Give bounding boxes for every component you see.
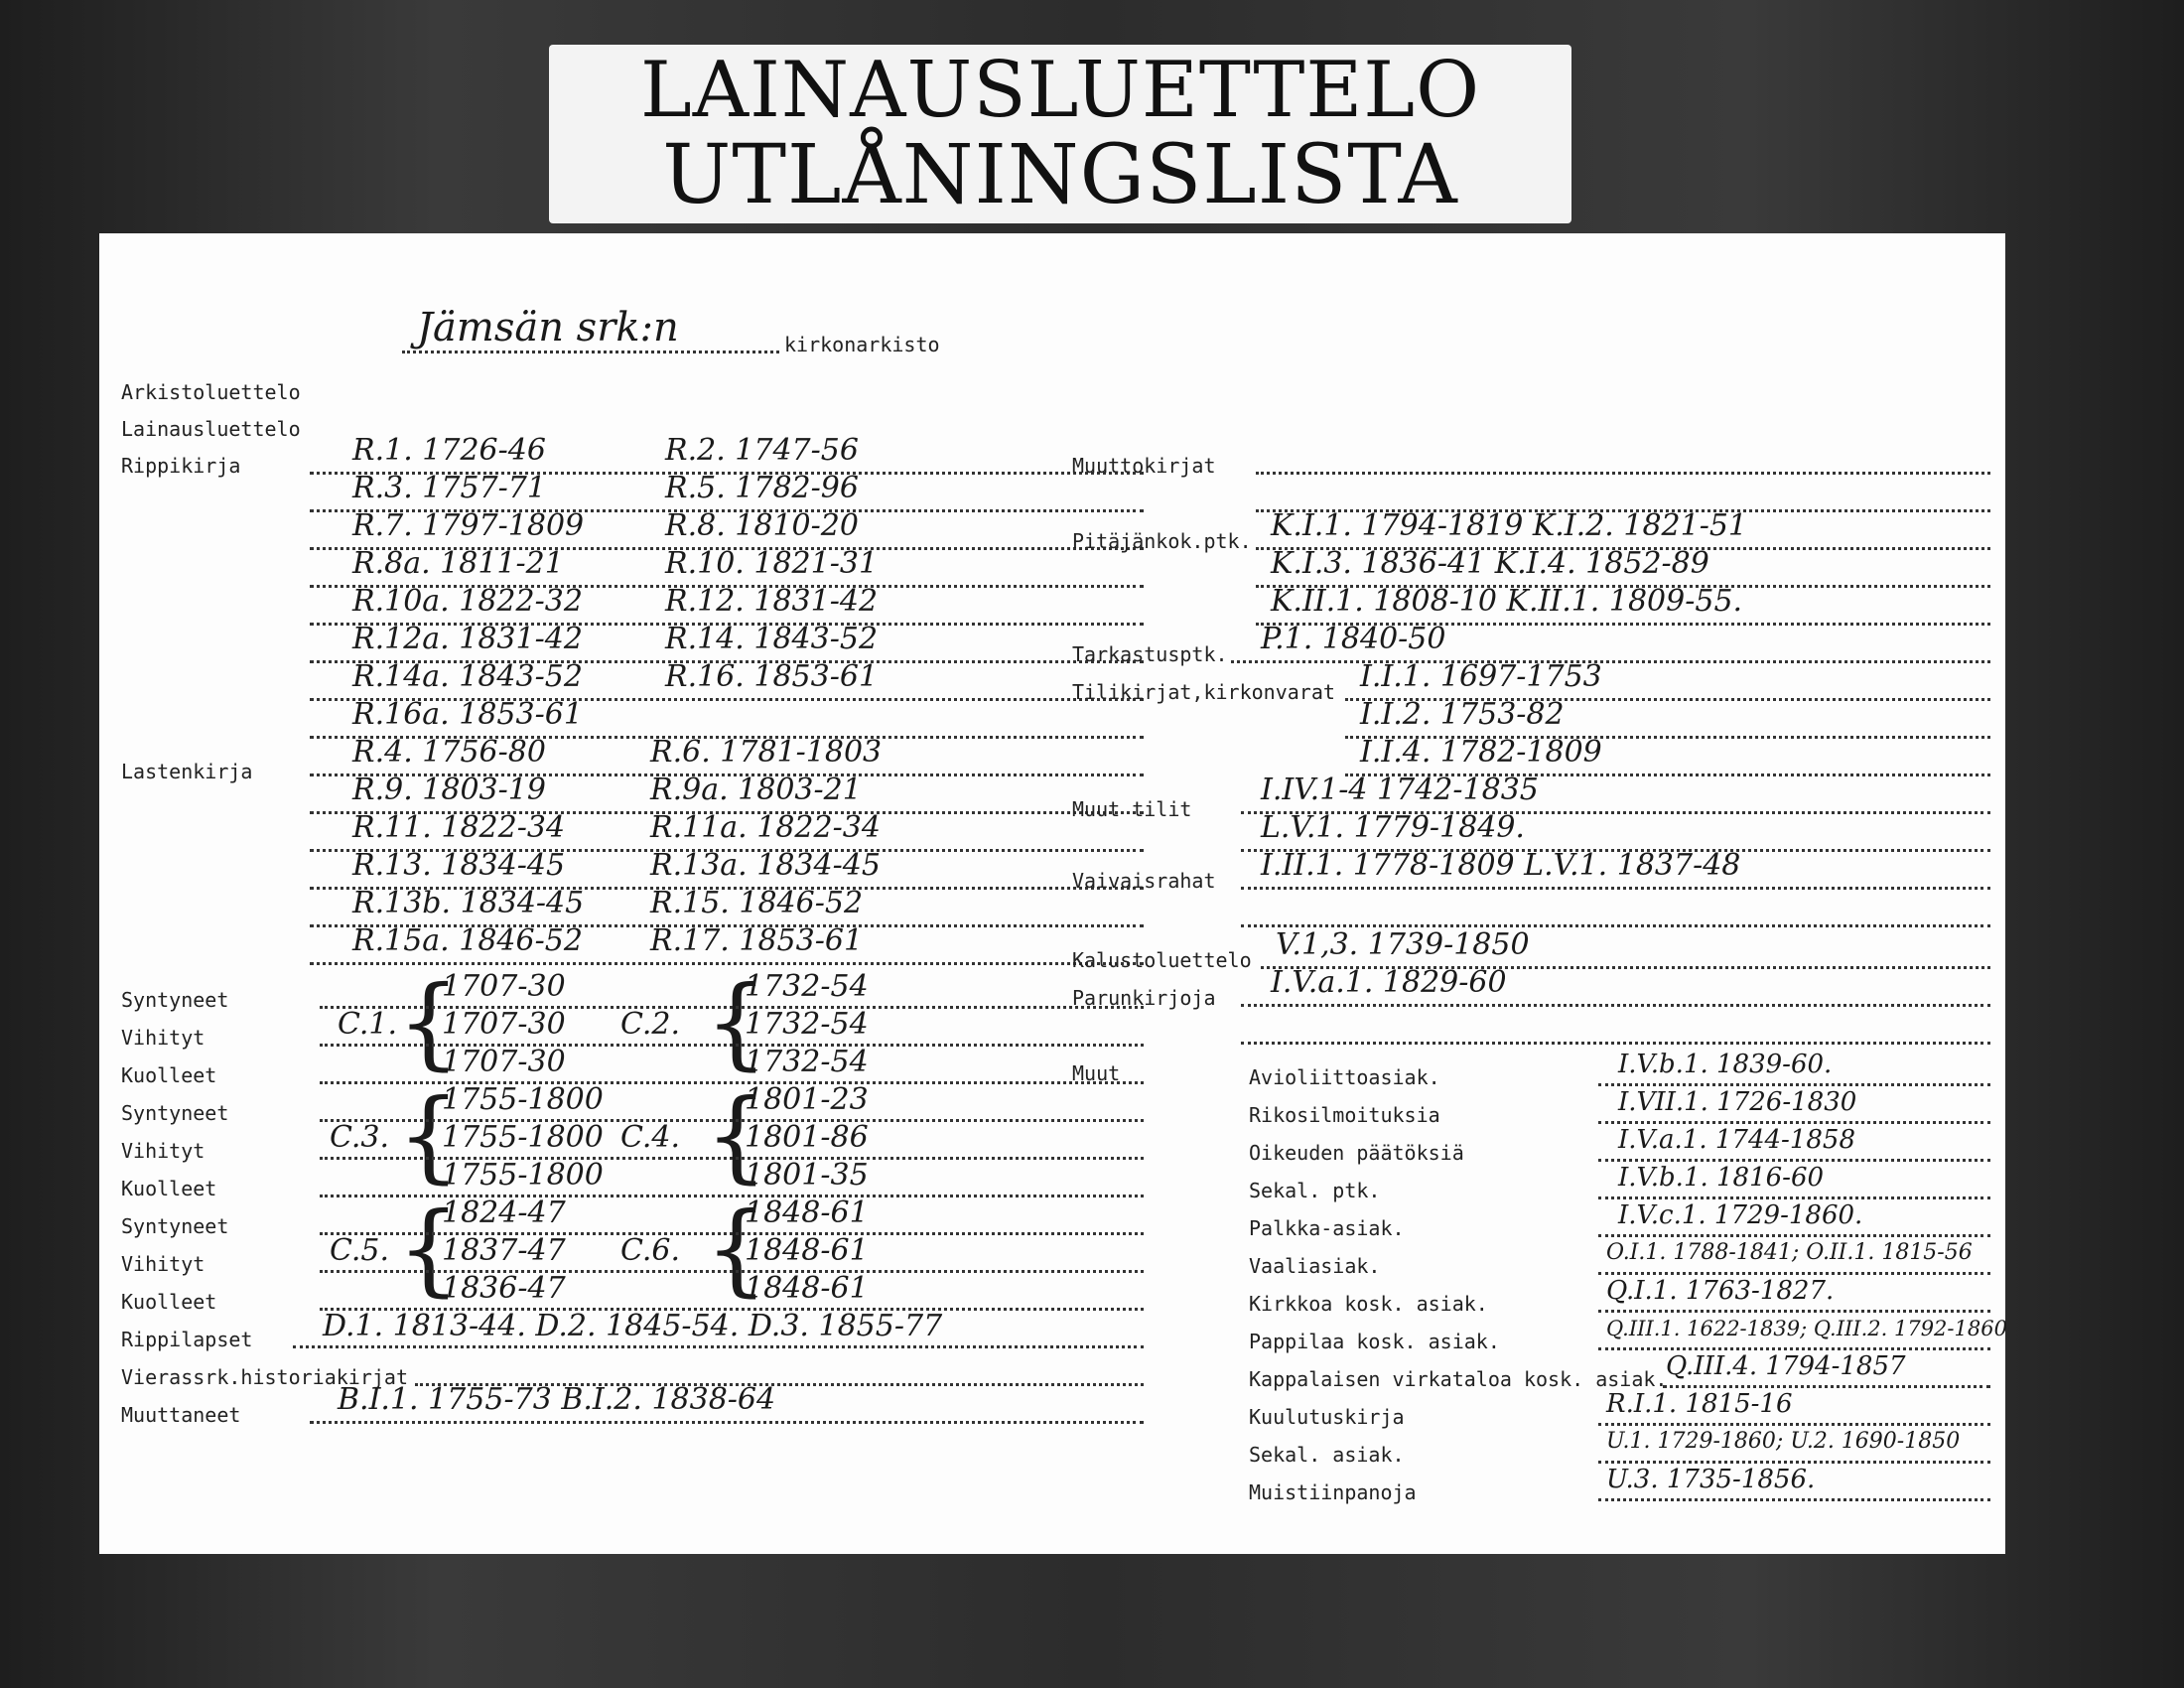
dotted-line	[1241, 887, 1990, 890]
vital-years: 1848-61	[745, 1196, 869, 1230]
lastenkirja-entry: R.6. 1781-1803	[650, 735, 883, 770]
vital-years: 1755-1800	[442, 1158, 604, 1193]
rippikirja-entry: R.14a. 1843-52	[352, 659, 583, 694]
label-tarkastusptk: Tarkastusptk.	[1072, 642, 1228, 666]
muut-item-label: Kuulutuskirja	[1249, 1405, 1405, 1429]
label-arkistoluettelo: Arkistoluettelo	[121, 380, 301, 404]
loan-list-card	[99, 233, 2005, 1554]
label-kuolleet: Kuolleet	[121, 1177, 217, 1200]
muut-item-value: I.V.a.1. 1744-1858	[1618, 1125, 1855, 1155]
vital-years: 1801-35	[745, 1158, 869, 1193]
muut-item-label: Sekal. ptk.	[1249, 1179, 1381, 1202]
rippikirja-entry: R.8a. 1811-21	[352, 546, 564, 581]
muut-item-label: Sekal. asiak.	[1249, 1443, 1405, 1467]
dotted-line	[1663, 1385, 1990, 1388]
dotted-line	[293, 1345, 1144, 1348]
rippikirja-entry: R.14. 1843-52	[665, 622, 879, 656]
label-syntyneet: Syntyneet	[121, 1101, 229, 1125]
vital-code: C.2.	[620, 1007, 681, 1042]
dotted-line	[1598, 1196, 1990, 1199]
tarkastusptk-value: P.1. 1840-50	[1261, 622, 1446, 656]
muut-item-label: Palkka-asiak.	[1249, 1216, 1405, 1240]
pitajankok-entry: K.II.1. 1808-10 K.II.1. 1809-55.	[1271, 584, 1743, 619]
dotted-line	[320, 1232, 1144, 1235]
rippikirja-entry: R.12a. 1831-42	[352, 622, 583, 656]
label-kalustoluettelo: Kalustoluettelo	[1072, 948, 1252, 972]
muut-item-label: Muistiinpanoja	[1249, 1480, 1417, 1504]
archive-type-label: kirkonarkisto	[784, 333, 940, 356]
dotted-line	[1598, 1347, 1990, 1350]
muut-tilit-entry: I.IV.1-4 1742-1835	[1261, 773, 1539, 807]
dotted-line	[1598, 1272, 1990, 1275]
tilikirjat-entry: I.I.2. 1753-82	[1360, 697, 1565, 732]
brace: {	[705, 964, 768, 1080]
dotted-line	[1598, 1083, 1990, 1086]
muut-item-value: U.1. 1729-1860; U.2. 1690-1850	[1606, 1429, 1961, 1454]
muut-item-value: R.I.1. 1815-16	[1606, 1389, 1793, 1419]
vital-years: 1824-47	[442, 1196, 566, 1230]
lastenkirja-entry: R.9. 1803-19	[352, 773, 546, 807]
dotted-line	[1598, 1423, 1990, 1426]
muut-item-label: Oikeuden päätöksiä	[1249, 1141, 1464, 1165]
vital-years: 1707-30	[442, 1045, 566, 1079]
rippikirja-entry: R.16. 1853-61	[665, 659, 879, 694]
muut-tilit-entry: L.V.1. 1779-1849.	[1261, 810, 1525, 845]
dotted-line	[1598, 1159, 1990, 1162]
vital-code: C.6.	[620, 1233, 681, 1268]
dotted-line	[320, 1119, 1144, 1122]
vital-years: 1836-47	[442, 1271, 566, 1306]
banner-title-swedish: UTLÅNINGSLISTA	[662, 128, 1458, 222]
pitajankok-entry: K.I.3. 1836-41 K.I.4. 1852-89	[1271, 546, 1709, 581]
muut-item-value: Q.III.4. 1794-1857	[1666, 1351, 1906, 1381]
rippikirja-entry: R.3. 1757-71	[352, 471, 546, 505]
dotted-line	[1598, 1121, 1990, 1124]
label-vaivaisrahat: Vaivaisrahat	[1072, 869, 1216, 893]
muut-item-value: I.V.b.1. 1839-60.	[1618, 1050, 1833, 1079]
brace: {	[705, 1077, 768, 1194]
label-vihityt: Vihityt	[121, 1252, 205, 1276]
rippikirja-entry: R.2. 1747-56	[665, 433, 859, 468]
label-syntyneet: Syntyneet	[121, 1214, 229, 1238]
muut-item-label: Kappalaisen virkataloa kosk. asiak.	[1249, 1367, 1668, 1391]
vital-years: 1801-23	[745, 1082, 869, 1117]
label-rippilapset: Rippilapset	[121, 1328, 253, 1351]
dotted-line	[1598, 1234, 1990, 1237]
vital-years: 1837-47	[442, 1233, 566, 1268]
kalustoluettelo-value: V.1,3. 1739-1850	[1276, 927, 1530, 962]
rippikirja-entry: R.12. 1831-42	[665, 584, 879, 619]
dotted-line	[310, 1421, 1144, 1424]
vital-years: 1801-86	[745, 1120, 869, 1155]
lastenkirja-entry: R.4. 1756-80	[352, 735, 546, 770]
brace: {	[705, 1191, 768, 1307]
lastenkirja-entry: R.17. 1853-61	[650, 923, 864, 958]
rippikirja-entry: R.5. 1782-96	[665, 471, 859, 505]
label-muuttaneet: Muuttaneet	[121, 1403, 241, 1427]
muut-item-value: I.V.c.1. 1729-1860.	[1618, 1200, 1863, 1230]
rippikirja-entry: R.1. 1726-46	[352, 433, 546, 468]
muut-item-value: O.I.1. 1788-1841; O.II.1. 1815-56	[1606, 1240, 1973, 1265]
label-vihityt: Vihityt	[121, 1026, 205, 1050]
muut-item-value: Q.I.1. 1763-1827.	[1606, 1276, 1835, 1306]
lastenkirja-entry: R.11. 1822-34	[352, 810, 566, 845]
rippikirja-entry: R.7. 1797-1809	[352, 508, 585, 543]
dotted-line	[1241, 1042, 1990, 1045]
muut-item-label: Rikosilmoituksia	[1249, 1103, 1440, 1127]
rippikirja-entry: R.10. 1821-31	[665, 546, 879, 581]
vital-years: 1732-54	[745, 1007, 869, 1042]
label-muut-tilit: Muut tilit	[1072, 797, 1192, 821]
muut-item-value: I.V.b.1. 1816-60	[1618, 1163, 1825, 1193]
vital-code: C.1.	[338, 1007, 398, 1042]
tilikirjat-entry: I.I.1. 1697-1753	[1360, 659, 1602, 694]
label-lainausluettelo: Lainausluettelo	[121, 417, 301, 441]
dotted-line	[1241, 1004, 1990, 1007]
vital-code: C.4.	[620, 1120, 681, 1155]
vital-years: 1848-61	[745, 1271, 869, 1306]
muuttaneet-value: B.I.1. 1755-73 B.I.2. 1838-64	[338, 1382, 776, 1417]
dotted-line	[320, 1157, 1144, 1160]
parish-name-handwritten: Jämsän srk:n	[417, 305, 679, 351]
muut-item-value: U.3. 1735-1856.	[1606, 1465, 1816, 1494]
dotted-line	[1598, 1461, 1990, 1464]
lastenkirja-entry: R.13. 1834-45	[352, 848, 566, 883]
lastenkirja-entry: R.13b. 1834-45	[352, 886, 585, 920]
vital-years: 1732-54	[745, 969, 869, 1004]
dotted-line	[1598, 1498, 1990, 1501]
dotted-line	[1231, 660, 1990, 663]
dotted-line	[320, 1270, 1144, 1273]
muut-item-label: Avioliittoasiak.	[1249, 1065, 1440, 1089]
label-kuolleet: Kuolleet	[121, 1290, 217, 1314]
dotted-line	[320, 1006, 1144, 1009]
dotted-line	[1256, 472, 1990, 475]
muut-item-label: Pappilaa kosk. asiak.	[1249, 1330, 1500, 1353]
vital-years: 1707-30	[442, 1007, 566, 1042]
lastenkirja-entry: R.15. 1846-52	[650, 886, 864, 920]
label-parunkirjoja: Parunkirjoja	[1072, 986, 1216, 1010]
muut-item-label: Vaaliasiak.	[1249, 1254, 1381, 1278]
rippikirja-entry: R.8. 1810-20	[665, 508, 859, 543]
dotted-line	[1598, 1310, 1990, 1313]
pitajankok-entry: K.I.1. 1794-1819 K.I.2. 1821-51	[1271, 508, 1748, 543]
muut-item-label: Kirkkoa kosk. asiak.	[1249, 1292, 1488, 1316]
vaivaisrahat-entry: I.II.1. 1778-1809 L.V.1. 1837-48	[1261, 848, 1741, 883]
label-rippikirja: Rippikirja	[121, 454, 241, 478]
brace: {	[397, 964, 461, 1080]
vital-years: 1732-54	[745, 1045, 869, 1079]
rippilapset-value: D.1. 1813-44. D.2. 1845-54. D.3. 1855-77	[323, 1309, 943, 1343]
parish-dotted-line	[402, 351, 779, 353]
label-kuolleet: Kuolleet	[121, 1063, 217, 1087]
title-banner	[549, 45, 1571, 223]
muut-item-value: Q.III.1. 1622-1839; Q.III.2. 1792-1860	[1606, 1317, 2007, 1340]
rippikirja-entry: R.10a. 1822-32	[352, 584, 583, 619]
vital-code: C.5.	[330, 1233, 390, 1268]
label-tilikirjat-kirkonvarat: Tilikirjat,kirkonvarat	[1072, 680, 1335, 704]
label-syntyneet: Syntyneet	[121, 988, 229, 1012]
label-muut: Muut	[1072, 1061, 1121, 1085]
parunkirjoja-value: I.V.a.1. 1829-60	[1271, 965, 1507, 1000]
tilikirjat-entry: I.I.4. 1782-1809	[1360, 735, 1602, 770]
banner-title-finnish: LAINAUSLUETTELO	[639, 46, 1481, 135]
vital-years: 1755-1800	[442, 1120, 604, 1155]
dotted-line	[320, 1044, 1144, 1047]
vital-code: C.3.	[330, 1120, 390, 1155]
rippikirja-entry: R.16a. 1853-61	[352, 697, 583, 732]
lastenkirja-entry: R.9a. 1803-21	[650, 773, 862, 807]
lastenkirja-entry: R.15a. 1846-52	[352, 923, 583, 958]
lastenkirja-entry: R.13a. 1834-45	[650, 848, 881, 883]
brace: {	[397, 1077, 461, 1194]
label-pitajankok-ptk: Pitäjänkok.ptk.	[1072, 529, 1252, 553]
vital-years: 1755-1800	[442, 1082, 604, 1117]
label-vierassrk-historiakirjat: Vierassrk.historiakirjat	[121, 1365, 408, 1389]
label-vihityt: Vihityt	[121, 1139, 205, 1163]
lastenkirja-entry: R.11a. 1822-34	[650, 810, 881, 845]
muut-item-value: I.VII.1. 1726-1830	[1618, 1087, 1857, 1117]
label-lastenkirja: Lastenkirja	[121, 760, 253, 783]
vital-years: 1707-30	[442, 969, 566, 1004]
brace: {	[397, 1191, 461, 1307]
label-muuttokirjat: Muuttokirjat	[1072, 454, 1216, 478]
vital-years: 1848-61	[745, 1233, 869, 1268]
